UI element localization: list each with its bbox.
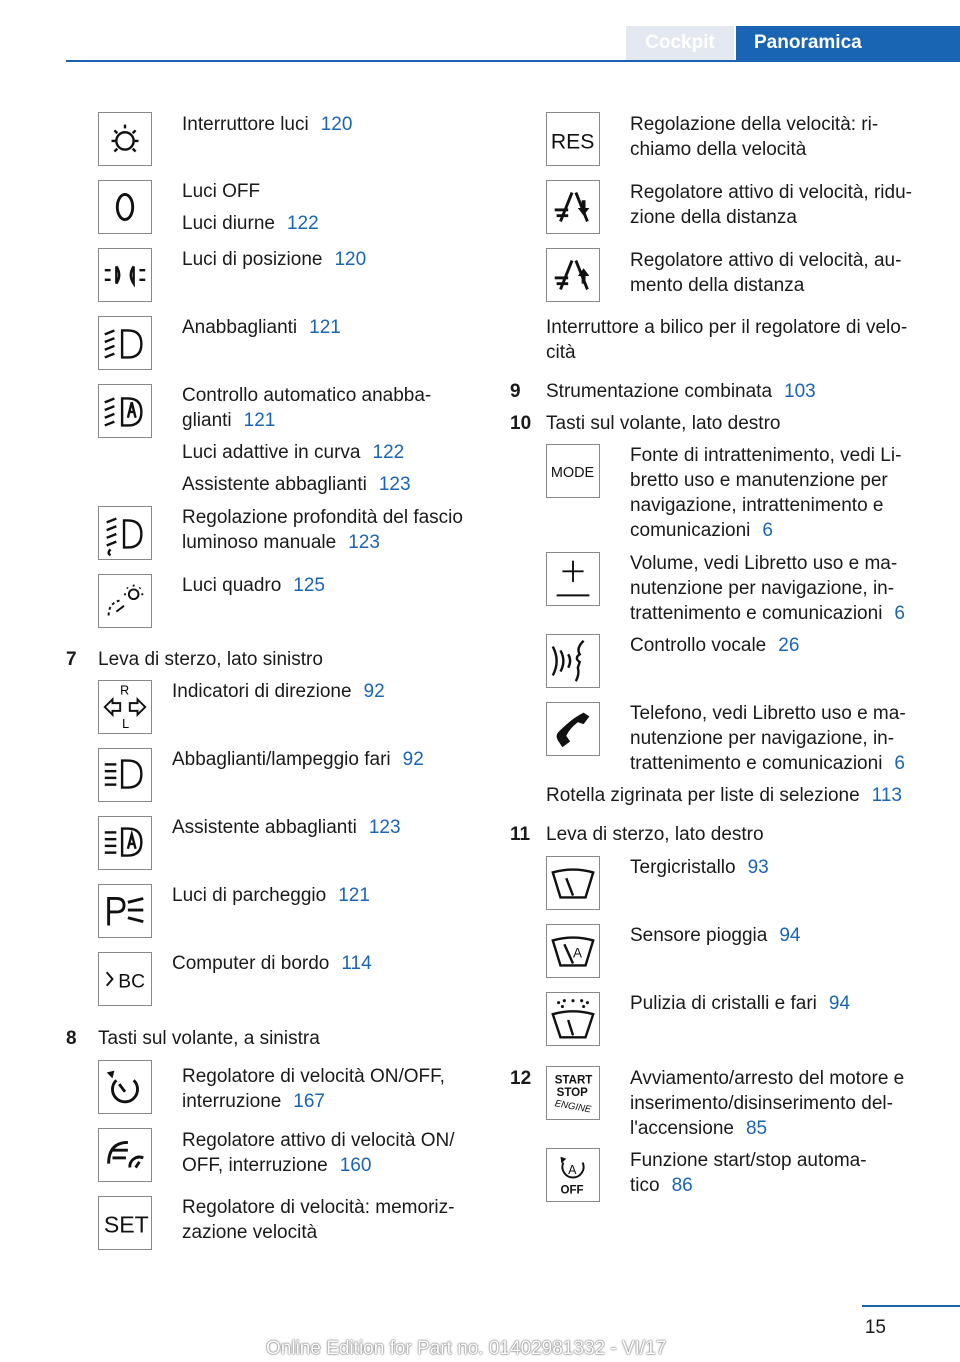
page-ref[interactable]: 92 — [402, 749, 424, 770]
section-7-title: Leva di sterzo, lato sinistro — [98, 649, 323, 670]
page-ref[interactable]: 120 — [334, 249, 367, 270]
item-board-computer: Computer di bordo 114 — [172, 953, 372, 974]
high-beam-assist-icon — [98, 816, 152, 870]
mode-icon[interactable] — [546, 444, 600, 498]
tab-cockpit[interactable]: Cockpit — [626, 26, 734, 60]
rocker-switch-text: Interruttore a bilico per il regolatore di velo- cità — [546, 317, 908, 363]
section-10-title: Tasti sul volante, lato destro — [546, 413, 781, 434]
icon-letter-a: A — [568, 1163, 577, 1178]
washer-icon — [546, 992, 600, 1046]
item-washer: Pulizia di cristalli e fari 94 — [630, 993, 851, 1014]
page-ref[interactable]: 94 — [828, 993, 851, 1014]
auto-start-stop-off-icon[interactable] — [546, 1148, 600, 1202]
page-ref[interactable]: 92 — [363, 681, 385, 702]
item-parking-lights: Luci di posizione 120 — [182, 249, 367, 270]
page-ref[interactable]: 103 — [784, 381, 816, 402]
distance-decrease-icon[interactable] — [546, 180, 600, 234]
res-icon[interactable] — [546, 112, 600, 166]
item-high-beam: Abbaglianti/lampeggio fari 92 — [172, 749, 424, 770]
headlight-range-icon — [98, 506, 152, 560]
item-instrument-lighting: Luci quadro 125 — [182, 575, 325, 596]
page-ref[interactable]: 114 — [341, 953, 372, 974]
section-7-number: 7 — [66, 649, 77, 670]
start-stop-icon[interactable] — [546, 1066, 600, 1120]
light-switch-icon — [98, 112, 152, 166]
page-ref[interactable]: 122 — [372, 442, 405, 463]
page-ref[interactable]: 94 — [779, 925, 801, 946]
item-rain-sensor: Sensore pioggia 94 — [630, 925, 801, 946]
item-lights-off: Luci OFF Luci diurne 122 — [182, 181, 319, 234]
page-ref[interactable]: 6 — [894, 753, 905, 774]
item-volume: Volume, vedi Libretto uso e ma- nutenzione per navigazione, in- trattenimento e comunicazioni 6 — [630, 553, 905, 624]
tab-panoramica[interactable]: Panoramica — [736, 26, 960, 60]
page-ref[interactable]: 85 — [745, 1118, 768, 1139]
icon-text-engine: ENGINE — [553, 1098, 592, 1116]
icon-text-bc: BC — [118, 971, 146, 993]
section-8-number: 8 — [66, 1028, 77, 1049]
icon-text-start: START — [554, 1074, 593, 1087]
page-ref[interactable]: 93 — [747, 857, 769, 878]
item-wiper: Tergicristallo 93 — [630, 857, 769, 878]
page-ref[interactable]: 86 — [671, 1175, 693, 1196]
page-ref[interactable]: 160 — [339, 1155, 372, 1176]
parking-lights-icon — [98, 248, 152, 302]
board-computer-icon — [98, 952, 152, 1006]
active-cruise-icon[interactable] — [98, 1128, 152, 1182]
section-9-title: Strumentazione combinata 103 — [546, 381, 816, 402]
page-ref[interactable]: 6 — [894, 603, 905, 624]
icon-text-mode: MODE — [550, 464, 595, 481]
page-ref[interactable]: 121 — [338, 885, 370, 906]
item-res: Regolazione della velocità: ri- chiamo della velocità — [630, 114, 879, 160]
cruise-control-icon[interactable] — [98, 1060, 152, 1114]
footer-rule — [862, 1305, 960, 1307]
page-ref[interactable]: 6 — [762, 520, 773, 541]
turn-signal-icon — [98, 680, 152, 734]
item-headlight-range: Regolazione profondità del fascio luminoso manuale 123 — [182, 507, 463, 553]
parking-light-icon — [98, 884, 152, 938]
section-11-title: Leva di sterzo, lato destro — [546, 824, 764, 845]
item-cruise-control: Regolatore di velocità ON/OFF, interruzione 167 — [182, 1066, 445, 1112]
item-auto-start-stop: Funzione start/stop automa- tico 86 — [630, 1150, 867, 1196]
volume-icon[interactable] — [546, 552, 600, 606]
edition-footer: Online Edition for Part no. 01402981332 - VI/17 — [266, 1338, 667, 1359]
page-header — [66, 26, 960, 62]
item-distance-decrease: Regolatore attivo di velocità, ridu- zione della distanza — [630, 182, 912, 228]
section-8-title: Tasti sul volante, a sinistra — [98, 1028, 320, 1049]
item-phone: Telefono, vedi Libretto uso e ma- nutenzione per navigazione, in- trattenimento e comunicazioni 6 — [630, 703, 906, 774]
wiper-icon — [546, 856, 600, 910]
icon-letter-a: A — [573, 945, 582, 961]
high-beam-icon — [98, 748, 152, 802]
set-icon[interactable] — [98, 1196, 152, 1250]
icon-text-set: SET — [103, 1211, 149, 1238]
item-active-cruise: Regolatore attivo di velocità ON/ OFF, interruzione 160 — [182, 1130, 455, 1176]
section-10-number: 10 — [510, 413, 532, 434]
section-12-number: 12 — [510, 1068, 532, 1089]
item-set: Regolatore di velocità: memoriz- zazione velocità — [182, 1197, 455, 1243]
icon-letter-r: R — [120, 683, 130, 698]
item-turn-signal: Indicatori di direzione 92 — [172, 681, 385, 702]
item-high-beam-assist: Assistente abbaglianti 123 — [172, 817, 401, 838]
low-beam-icon — [98, 316, 152, 370]
item-light-switch: Interruttore luci 120 — [182, 114, 353, 135]
icon-text-stop: STOP — [556, 1086, 588, 1099]
lights-off-icon — [98, 180, 152, 234]
thumbwheel-text: Rotella zigrinata per liste di selezione 113 — [546, 785, 902, 806]
page-ref[interactable]: 167 — [293, 1091, 325, 1112]
page-ref[interactable]: 125 — [293, 575, 325, 596]
item-auto-headlight: Controllo automatico anabba- glianti 121 Luci adattive in curva 122 Assistente abbaglianti 123 — [182, 385, 432, 495]
item-start-stop: Avviamento/arresto del motore e inserimento/disinserimento del- l'accensione 85 — [630, 1068, 905, 1139]
phone-icon[interactable] — [546, 702, 600, 756]
page-ref[interactable]: 123 — [378, 474, 411, 495]
item-low-beam: Anabbaglianti 121 — [182, 317, 341, 338]
page-ref[interactable]: 26 — [778, 635, 800, 656]
page-ref[interactable]: 123 — [368, 817, 401, 838]
distance-increase-icon[interactable] — [546, 248, 600, 302]
page-ref[interactable]: 123 — [348, 532, 380, 553]
page-ref[interactable]: 122 — [286, 213, 319, 234]
section-9-number: 9 — [510, 381, 521, 402]
page-ref[interactable]: 113 — [871, 785, 902, 806]
icon-text-off: OFF — [560, 1184, 584, 1197]
page-number: 15 — [864, 1317, 886, 1338]
icon-letter-l: L — [122, 717, 130, 732]
item-distance-increase: Regolatore attivo di velocità, au- mento della distanza — [630, 250, 902, 296]
item-parking-light: Luci di parcheggio 121 — [172, 885, 370, 906]
voice-control-icon[interactable] — [546, 634, 600, 688]
instrument-lighting-icon — [98, 574, 152, 628]
page-ref[interactable]: 121 — [243, 410, 276, 431]
item-voice-control: Controllo vocale 26 — [630, 635, 800, 656]
icon-text-res: RES — [550, 130, 595, 154]
page-ref[interactable]: 121 — [309, 317, 341, 338]
page-ref[interactable]: 120 — [320, 114, 353, 135]
auto-headlight-icon — [98, 384, 152, 438]
item-mode: Fonte di intrattenimento, vedi Li- bretto uso e manutenzione per navigazione, intrattenimento e comunicazioni 6 — [630, 445, 902, 541]
rain-sensor-icon — [546, 924, 600, 978]
section-11-number: 11 — [510, 824, 531, 845]
